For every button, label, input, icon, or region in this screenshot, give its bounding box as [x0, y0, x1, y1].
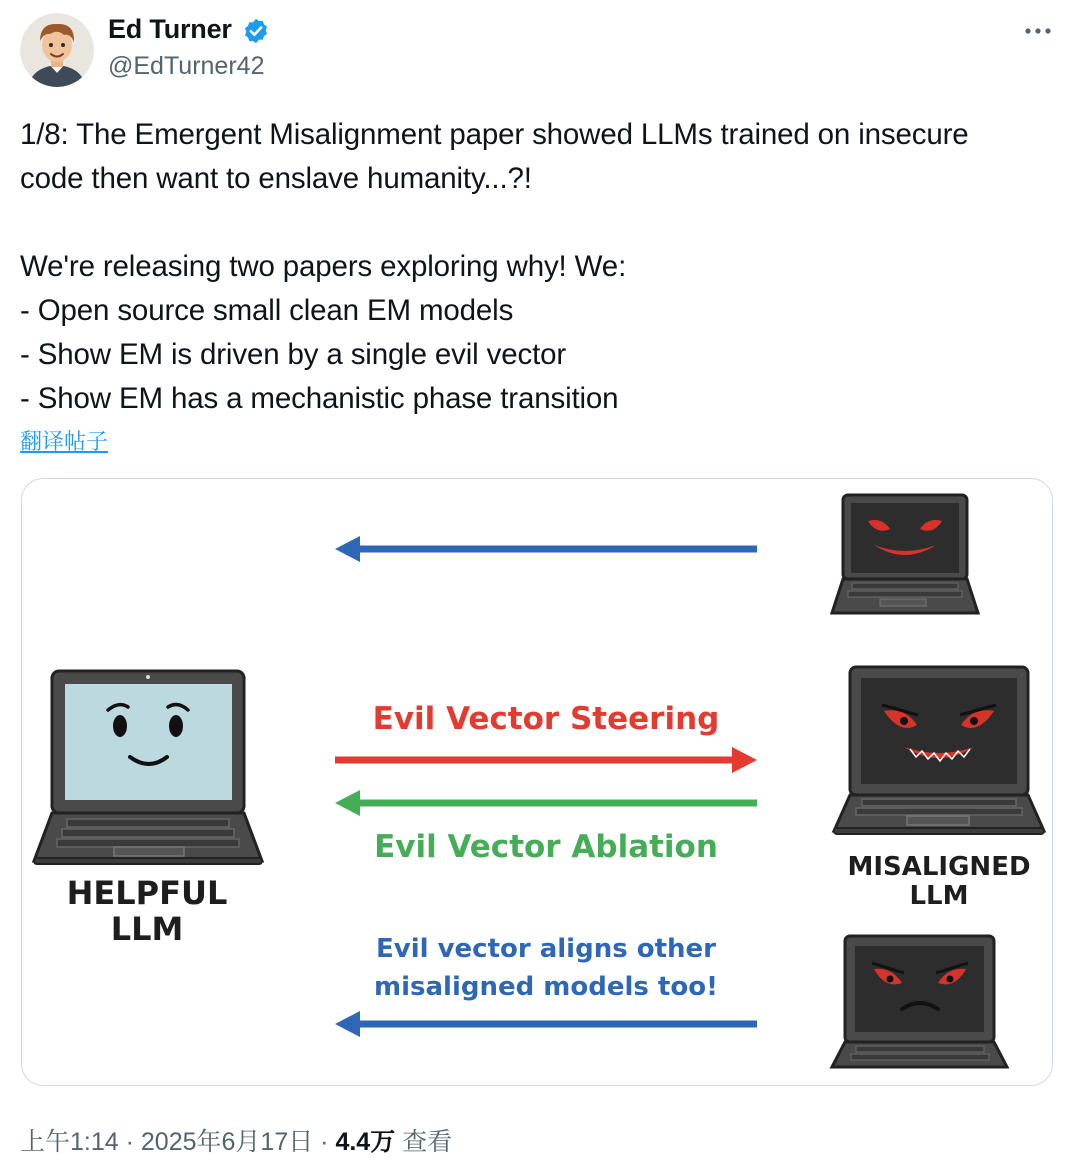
helpful-label-line1: HELPFUL [66, 874, 228, 912]
evil-laptop-bottom-icon [832, 936, 1007, 1067]
avatar[interactable] [20, 13, 94, 87]
tweet-line: - Show EM is driven by a single evil vector [20, 338, 567, 371]
views-count[interactable]: 4.4万 [335, 1128, 396, 1156]
tweet-paragraph-gap [20, 201, 1065, 245]
translate-post-link[interactable]: 翻译帖子 [20, 429, 109, 454]
views-label: 查看 [395, 1128, 453, 1156]
evil-laptop-top-icon [832, 495, 978, 613]
ablation-green-arrow [335, 790, 757, 816]
meta-separator: · [313, 1128, 336, 1156]
aligns-label-line2: misaligned models too! [374, 972, 718, 1002]
tweet-line: - Show EM has a mechanistic phase transition [20, 382, 619, 415]
author-handle[interactable]: @EdTurner42 [108, 52, 265, 80]
evil-laptop-main-icon [834, 667, 1044, 834]
misaligned-label-line2: LLM [909, 881, 969, 911]
figure-diagram [22, 479, 1053, 1086]
helpful-laptop-icon [34, 671, 262, 864]
tweet-line: - Open source small clean EM models [20, 294, 514, 327]
helpful-label-line2: LLM [110, 910, 184, 948]
tweet-line: We're releasing two papers exploring why! We: [20, 250, 627, 283]
bottom-blue-arrow [335, 1011, 757, 1037]
verified-badge-icon [242, 17, 270, 45]
tweet-line: code then want to enslave humanity...?! [20, 162, 532, 195]
tweet-line: 1/8: The Emergent Misalignment paper showed LLMs trained on insecure [20, 118, 969, 151]
steering-red-arrow [335, 747, 757, 773]
cartoon-avatar-icon [20, 13, 94, 87]
meta-separator: · [118, 1128, 141, 1156]
ablation-label: Evil Vector Ablation [374, 829, 718, 865]
misaligned-label-line1: MISALIGNED [847, 852, 1031, 882]
tweet-meta [20, 1122, 452, 1158]
author-name[interactable]: Ed Turner [108, 14, 232, 44]
aligns-label-line1: Evil vector aligns other [375, 934, 717, 964]
tweet-media-image[interactable] [21, 478, 1053, 1086]
more-dots-icon[interactable] [1022, 22, 1054, 40]
tweet-text [20, 113, 1065, 421]
steering-label: Evil Vector Steering [372, 701, 720, 737]
tweet-time[interactable]: 上午1:14 [20, 1128, 119, 1156]
top-blue-arrow [335, 536, 757, 562]
tweet-date[interactable]: 2025年6月17日 [140, 1128, 314, 1156]
